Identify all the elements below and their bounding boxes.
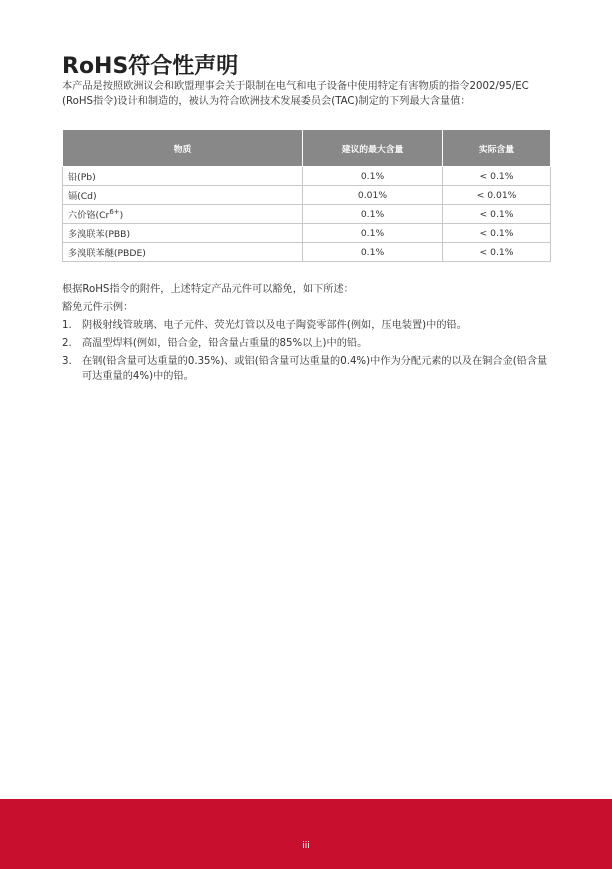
examples-heading: 豁免元件示例： — [62, 302, 134, 313]
max-content-cell: 0.1% — [303, 167, 443, 186]
table-row — [63, 186, 551, 205]
list-item — [62, 318, 550, 333]
max-content-cell: 0.1% — [303, 205, 443, 224]
table-row — [63, 243, 551, 262]
list-number: 2. — [62, 338, 72, 349]
exemption-list — [62, 318, 550, 387]
max-content-cell: 0.1% — [303, 224, 443, 243]
superscript-charge: 6+ — [109, 208, 120, 216]
actual-content-cell: < 0.1% — [443, 224, 551, 243]
actual-content-cell: < 0.1% — [443, 243, 551, 262]
table-row — [63, 224, 551, 243]
list-item — [62, 354, 550, 384]
table-header-row — [63, 130, 551, 167]
list-number: 1. — [62, 320, 72, 331]
page-number: iii — [302, 841, 310, 851]
actual-content-cell: < 0.1% — [443, 167, 551, 186]
substance-cell: 多溴联苯(PBB) — [63, 224, 303, 243]
substance-cell: 多溴联苯醚(PBDE) — [63, 243, 303, 262]
substance-cell: 镉(Cd) — [63, 186, 303, 205]
list-item-text: 阴极射线管玻璃、电子元件、荧光灯管以及电子陶瓷零部件(例如，压电装置)中的铅。 — [82, 320, 467, 331]
list-item — [62, 336, 550, 351]
substance-text: 六价铬(Cr — [68, 210, 110, 221]
list-number: 3. — [62, 356, 72, 367]
max-content-cell: 0.01% — [303, 186, 443, 205]
intro-paragraph: 本产品是按照欧洲议会和欧盟理事会关于限制在电气和电子设备中使用特定有害物质的指令2002/95/EC (RoHS指令)设计和制造的，被认为符合欧洲技术发展委员会(TAC)制定的下列最大含量值： — [62, 81, 529, 107]
actual-content-cell: < 0.1% — [443, 205, 551, 224]
substance-cell: 铅(Pb) — [63, 167, 303, 186]
page-title: RoHS符合性声明 — [62, 53, 239, 79]
table-row — [63, 167, 551, 186]
header-actual-content: 实际含量 — [443, 130, 551, 167]
header-substance: 物质 — [63, 130, 303, 167]
substance-cell — [63, 205, 303, 224]
rohs-table — [62, 129, 551, 262]
max-content-cell: 0.1% — [303, 243, 443, 262]
exemption-note: 根据RoHS指令的附件，上述特定产品元件可以豁免，如下所述： — [62, 284, 354, 295]
table-row — [63, 205, 551, 224]
actual-content-cell: < 0.01% — [443, 186, 551, 205]
header-max-content: 建议的最大含量 — [303, 130, 443, 167]
footer-bar — [0, 799, 612, 869]
list-item-text: 在钢(铅含量可达重量的0.35%)、或铝(铅含量可达重量的0.4%)中作为分配元素的以及在铜合金(铅含量可达重量的4%)中的铅。 — [82, 356, 548, 382]
substance-text-end: ) — [119, 210, 124, 221]
list-item-text: 高温型焊料(例如，铅合金，铅含量占重量的85%以上)中的铅。 — [82, 338, 368, 349]
